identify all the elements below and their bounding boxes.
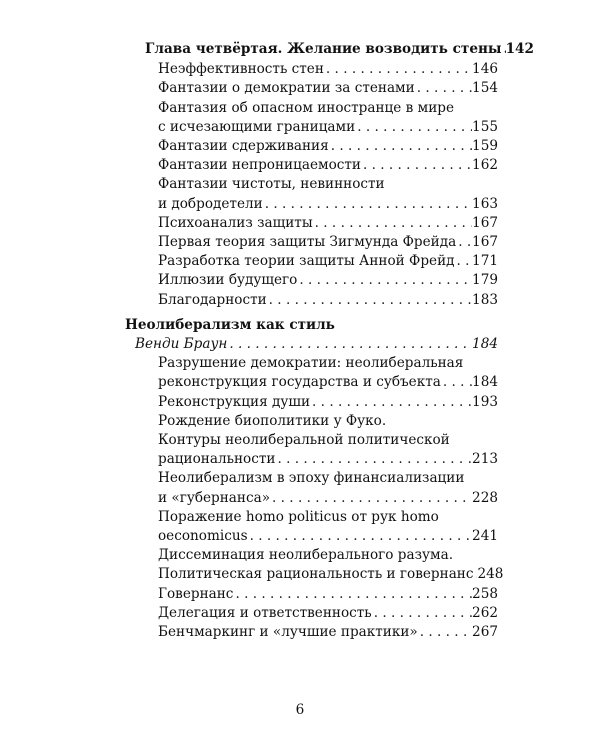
toc-entry-text: Неолиберализм в эпоху финансиализации — [158, 470, 465, 487]
toc-entry — [158, 137, 498, 156]
toc-entry-text: и «губернанса» — [158, 489, 271, 506]
leader-dots — [441, 373, 472, 392]
leader-dots — [456, 233, 472, 252]
toc-entry-line — [158, 508, 498, 527]
toc-entry — [158, 79, 498, 98]
toc-entry-page: 267 — [472, 624, 498, 641]
toc-entry-line — [158, 118, 498, 137]
toc-entry-line — [158, 291, 498, 310]
toc-entry — [158, 546, 504, 584]
toc-entry-page: 241 — [472, 528, 498, 545]
toc-entry-line — [158, 137, 498, 156]
toc-entry-line — [158, 565, 504, 584]
part-author-line — [135, 335, 498, 354]
toc-entry-text: Фантазии о демократии за стенами — [158, 80, 415, 97]
toc-entry — [158, 469, 498, 507]
toc-entry — [158, 252, 498, 271]
toc-entry-line — [158, 527, 498, 546]
leader-dots — [313, 214, 472, 233]
toc-entry-line — [158, 585, 498, 604]
toc-entry-line — [158, 469, 498, 488]
leader-dots — [227, 335, 472, 354]
leader-dots — [418, 623, 472, 642]
toc-entry-page: 159 — [472, 138, 498, 155]
leader-dots — [310, 393, 472, 412]
toc-entry-line — [158, 489, 498, 508]
toc-entry — [158, 291, 498, 310]
toc-entry-line — [158, 175, 498, 194]
toc-entry-line — [158, 393, 498, 412]
toc-entry — [158, 354, 498, 392]
toc-entry-line — [158, 354, 498, 373]
toc-entry-text: Делегация и ответственность — [158, 604, 372, 621]
toc-entry — [158, 271, 498, 290]
toc-entry-line — [158, 233, 498, 252]
toc-entry-text: Иллюзии будущего — [158, 272, 298, 289]
toc-entry — [158, 412, 498, 470]
part-entry-list — [125, 354, 504, 642]
toc-entry — [158, 508, 498, 546]
toc-entry — [158, 175, 498, 213]
chapter-title: Глава четвёртая. Желание возводить стены — [145, 41, 502, 57]
toc-entry-page: 162 — [472, 157, 498, 174]
toc-entry-line — [158, 99, 498, 118]
toc-entry-line — [158, 604, 498, 623]
toc-entry-text: Реконструкция души — [158, 393, 311, 410]
toc-entry-page: 167 — [472, 234, 498, 251]
toc-entry-text: реконструкция государства и субъекта — [158, 374, 441, 391]
toc-entry-line — [158, 60, 498, 79]
toc-entry — [158, 99, 498, 137]
leader-dots — [455, 252, 473, 271]
page-number: 6 — [295, 702, 305, 718]
toc-entry-text: Неэффективность стен — [158, 61, 324, 78]
toc-entry-line — [158, 195, 498, 214]
leader-dots — [233, 585, 472, 604]
leader-dots — [263, 195, 472, 214]
toc-entry-text: Психоанализ защиты — [158, 214, 313, 231]
toc-entry-line — [158, 252, 498, 271]
toc-entry-line — [158, 79, 498, 98]
leader-dots — [275, 450, 472, 469]
toc-entry — [158, 585, 498, 604]
leader-dots — [248, 527, 472, 546]
toc-entry-page: 262 — [472, 604, 498, 621]
chapter-entry-list — [125, 60, 498, 310]
toc-entry-text: Фантазии сдерживания — [158, 138, 329, 155]
toc-entry — [158, 623, 498, 642]
toc-entry-line — [158, 156, 498, 175]
toc-entry-text: Рождение биополитики у Фуко. — [158, 412, 387, 429]
toc-entry-text: Фантазия об опасном иностранце в мире — [158, 99, 455, 116]
toc-entry-text: Контуры неолиберальной политической — [158, 432, 450, 449]
toc-entry-text: Говернанс — [158, 585, 234, 602]
toc-entry-line — [158, 431, 498, 450]
toc-entry-page: 258 — [472, 585, 498, 602]
toc-entry — [158, 60, 498, 79]
leader-dots — [329, 137, 472, 156]
toc-entry-text: Бенчмаркинг и «лучшие практики» — [158, 624, 418, 641]
chapter-page: 142 — [505, 41, 534, 57]
leader-dots — [267, 291, 472, 310]
leader-dots — [372, 604, 472, 623]
leader-dots — [415, 79, 472, 98]
toc-entry-page: 228 — [472, 489, 498, 506]
chapter-heading — [145, 40, 534, 59]
toc-entry-page: 171 — [472, 253, 498, 270]
table-of-contents — [125, 40, 534, 642]
toc-entry-page: 183 — [472, 291, 498, 308]
toc-entry-text: Поражение homo politicus от рук homo — [158, 508, 439, 525]
toc-entry-line — [158, 214, 498, 233]
part-page: 184 — [472, 336, 498, 353]
toc-entry — [158, 233, 498, 252]
toc-entry — [158, 156, 498, 175]
leader-dots — [361, 156, 472, 175]
leader-dots — [355, 118, 472, 137]
toc-entry-text: Фантазии непроницаемости — [158, 157, 361, 174]
part-author: Венди Браун — [135, 336, 228, 353]
toc-entry-text: Первая теория защиты Зигмунда Фрейда — [158, 234, 457, 251]
toc-entry-text: Благодарности — [158, 291, 267, 308]
toc-entry-text: Диссеминация неолиберального разума. — [158, 547, 454, 564]
toc-entry-page: 179 — [472, 272, 498, 289]
toc-entry-text: oeconomicus — [158, 528, 248, 545]
toc-entry-page: 163 — [472, 195, 498, 212]
toc-entry-line — [158, 373, 498, 392]
toc-entry-page: 248 — [477, 566, 504, 583]
toc-entry-line — [158, 623, 498, 642]
toc-entry-page: 184 — [472, 374, 498, 391]
toc-entry-text: и добродетели — [158, 195, 263, 212]
toc-entry-text: Фантазии чистоты, невинности — [158, 176, 385, 193]
part-title: Неолиберализм как стиль — [125, 316, 335, 333]
toc-entry-line — [158, 271, 498, 290]
toc-entry-text: с исчезающими границами — [158, 118, 356, 135]
toc-entry-text: рациональности — [158, 451, 276, 468]
toc-entry-text: Разрушение демократии: неолиберальная — [158, 355, 464, 372]
toc-entry-line — [158, 412, 498, 431]
toc-entry — [158, 393, 498, 412]
toc-entry-page: 167 — [472, 214, 498, 231]
leader-dots — [270, 489, 472, 508]
toc-entry-page: 146 — [472, 61, 498, 78]
toc-entry-line — [158, 546, 498, 565]
toc-entry-page: 155 — [472, 118, 498, 135]
leader-dots — [297, 271, 472, 290]
toc-entry-page: 154 — [472, 80, 498, 97]
toc-entry-line — [158, 450, 498, 469]
toc-entry — [158, 214, 498, 233]
toc-entry-page: 213 — [472, 451, 498, 468]
toc-entry-page: 193 — [472, 393, 498, 410]
leader-dots — [324, 60, 472, 79]
toc-entry-text: Политическая рациональность и говернанс — [158, 566, 474, 583]
toc-entry — [158, 604, 498, 623]
toc-entry-text: Разработка теории защиты Анной Фрейд — [158, 253, 455, 270]
